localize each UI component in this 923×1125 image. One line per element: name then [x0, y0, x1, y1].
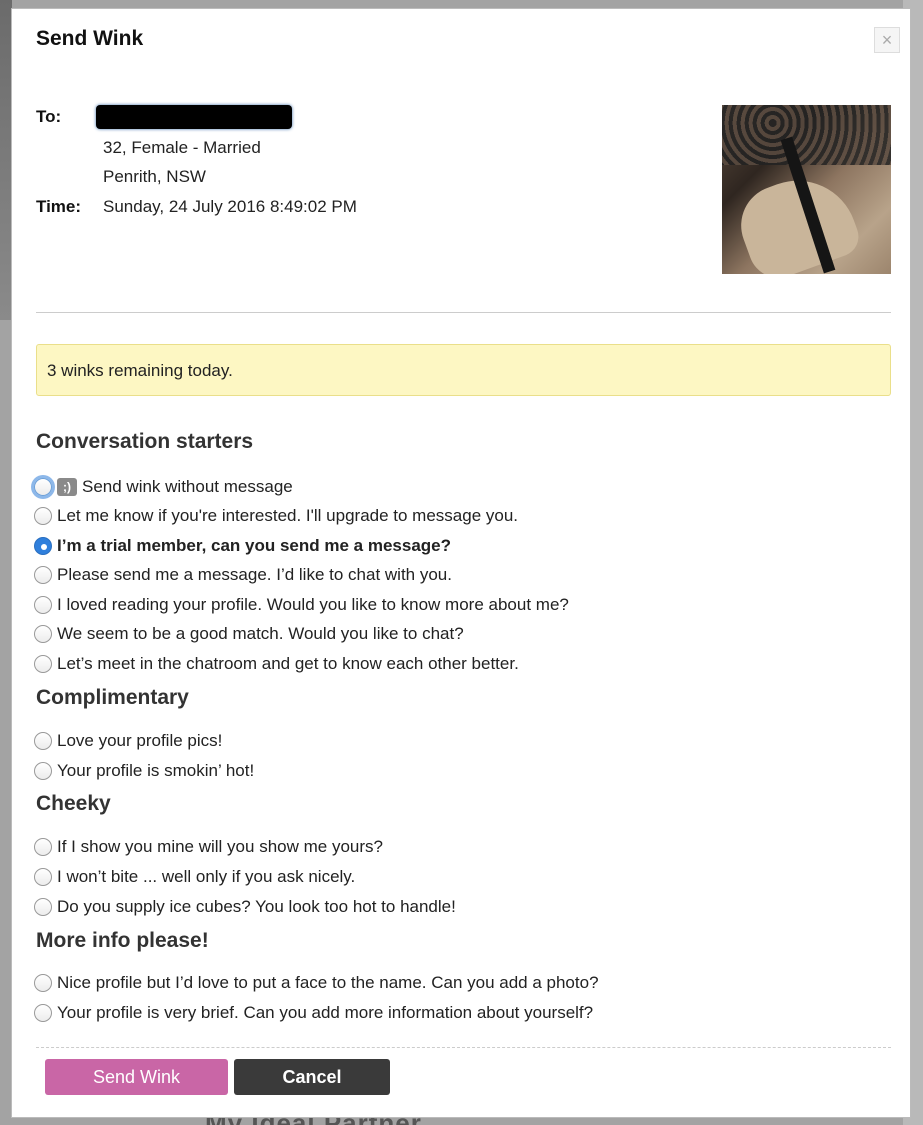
option-starter[interactable]: [34, 565, 452, 585]
wink-icon: ;): [57, 478, 77, 496]
option-label: I’m a trial member, can you send me a message?: [57, 536, 452, 555]
option-label: Your profile is smokin’ hot!: [57, 761, 255, 780]
radio-button[interactable]: [34, 625, 52, 643]
recipient-details: 32, Female - Married: [103, 138, 261, 157]
radio-button[interactable]: [34, 762, 52, 780]
option-label: Love your profile pics!: [57, 731, 223, 750]
option-label: Do you supply ice cubes? You look too hot to handle!: [57, 897, 456, 916]
send-wink-button[interactable]: Send Wink: [45, 1059, 228, 1095]
option-label: Your profile is very brief. Can you add more information about yourself?: [57, 1003, 594, 1022]
option-label: If I show you mine will you show me yours?: [57, 837, 383, 856]
profile-photo[interactable]: [722, 105, 891, 274]
option-cheeky[interactable]: [34, 837, 383, 857]
recipient-name-redacted: [96, 105, 292, 129]
radio-button-checked[interactable]: [34, 537, 52, 555]
close-button[interactable]: ×: [874, 27, 900, 53]
option-complimentary[interactable]: [34, 731, 222, 751]
radio-button[interactable]: [34, 566, 52, 584]
option-send-wink-without-message[interactable]: [34, 477, 293, 497]
radio-button[interactable]: [34, 478, 52, 496]
winks-remaining-notice: 3 winks remaining today.: [36, 344, 891, 396]
option-label: Let me know if you're interested. I'll upgrade to message you.: [57, 506, 519, 525]
heading-conversation-starters: Conversation starters: [36, 430, 254, 453]
option-label: Nice profile but I’d love to put a face to the name. Can you add a photo?: [57, 973, 599, 992]
option-more-info[interactable]: [34, 1003, 593, 1023]
divider: [36, 312, 891, 313]
option-more-info[interactable]: [34, 973, 599, 993]
radio-button[interactable]: [34, 507, 52, 525]
radio-button[interactable]: [34, 974, 52, 992]
heading-more-info: More info please!: [36, 929, 209, 952]
recipient-location: Penrith, NSW: [103, 167, 206, 186]
option-starter-selected[interactable]: [34, 536, 451, 556]
radio-button[interactable]: [34, 838, 52, 856]
option-cheeky[interactable]: [34, 897, 456, 917]
send-wink-dialog: [11, 8, 911, 1118]
option-label: Let’s meet in the chatroom and get to know each other better.: [57, 654, 519, 673]
option-cheeky[interactable]: [34, 867, 355, 887]
time-value: Sunday, 24 July 2016 8:49:02 PM: [103, 197, 357, 216]
option-label: Send wink without message: [82, 477, 293, 496]
option-label: I loved reading your profile. Would you like to know more about me?: [57, 595, 569, 614]
radio-button[interactable]: [34, 655, 52, 673]
footer-divider: [36, 1047, 891, 1048]
radio-button[interactable]: [34, 898, 52, 916]
radio-button[interactable]: [34, 868, 52, 886]
dialog-title: Send Wink: [36, 27, 144, 50]
heading-cheeky: Cheeky: [36, 792, 111, 815]
to-label: To:: [36, 107, 62, 126]
heading-complimentary: Complimentary: [36, 686, 189, 709]
option-starter[interactable]: [34, 506, 518, 526]
radio-button[interactable]: [34, 1004, 52, 1022]
option-label: Please send me a message. I’d like to chat with you.: [57, 565, 452, 584]
time-label: Time:: [36, 197, 82, 216]
cancel-button[interactable]: Cancel: [234, 1059, 390, 1095]
radio-button[interactable]: [34, 732, 52, 750]
radio-button[interactable]: [34, 596, 52, 614]
option-starter[interactable]: [34, 595, 569, 615]
option-starter[interactable]: [34, 624, 464, 644]
option-label: I won’t bite ... well only if you ask nicely.: [57, 867, 356, 886]
option-complimentary[interactable]: [34, 761, 254, 781]
option-label: We seem to be a good match. Would you like to chat?: [57, 624, 464, 643]
option-starter[interactable]: [34, 654, 519, 674]
